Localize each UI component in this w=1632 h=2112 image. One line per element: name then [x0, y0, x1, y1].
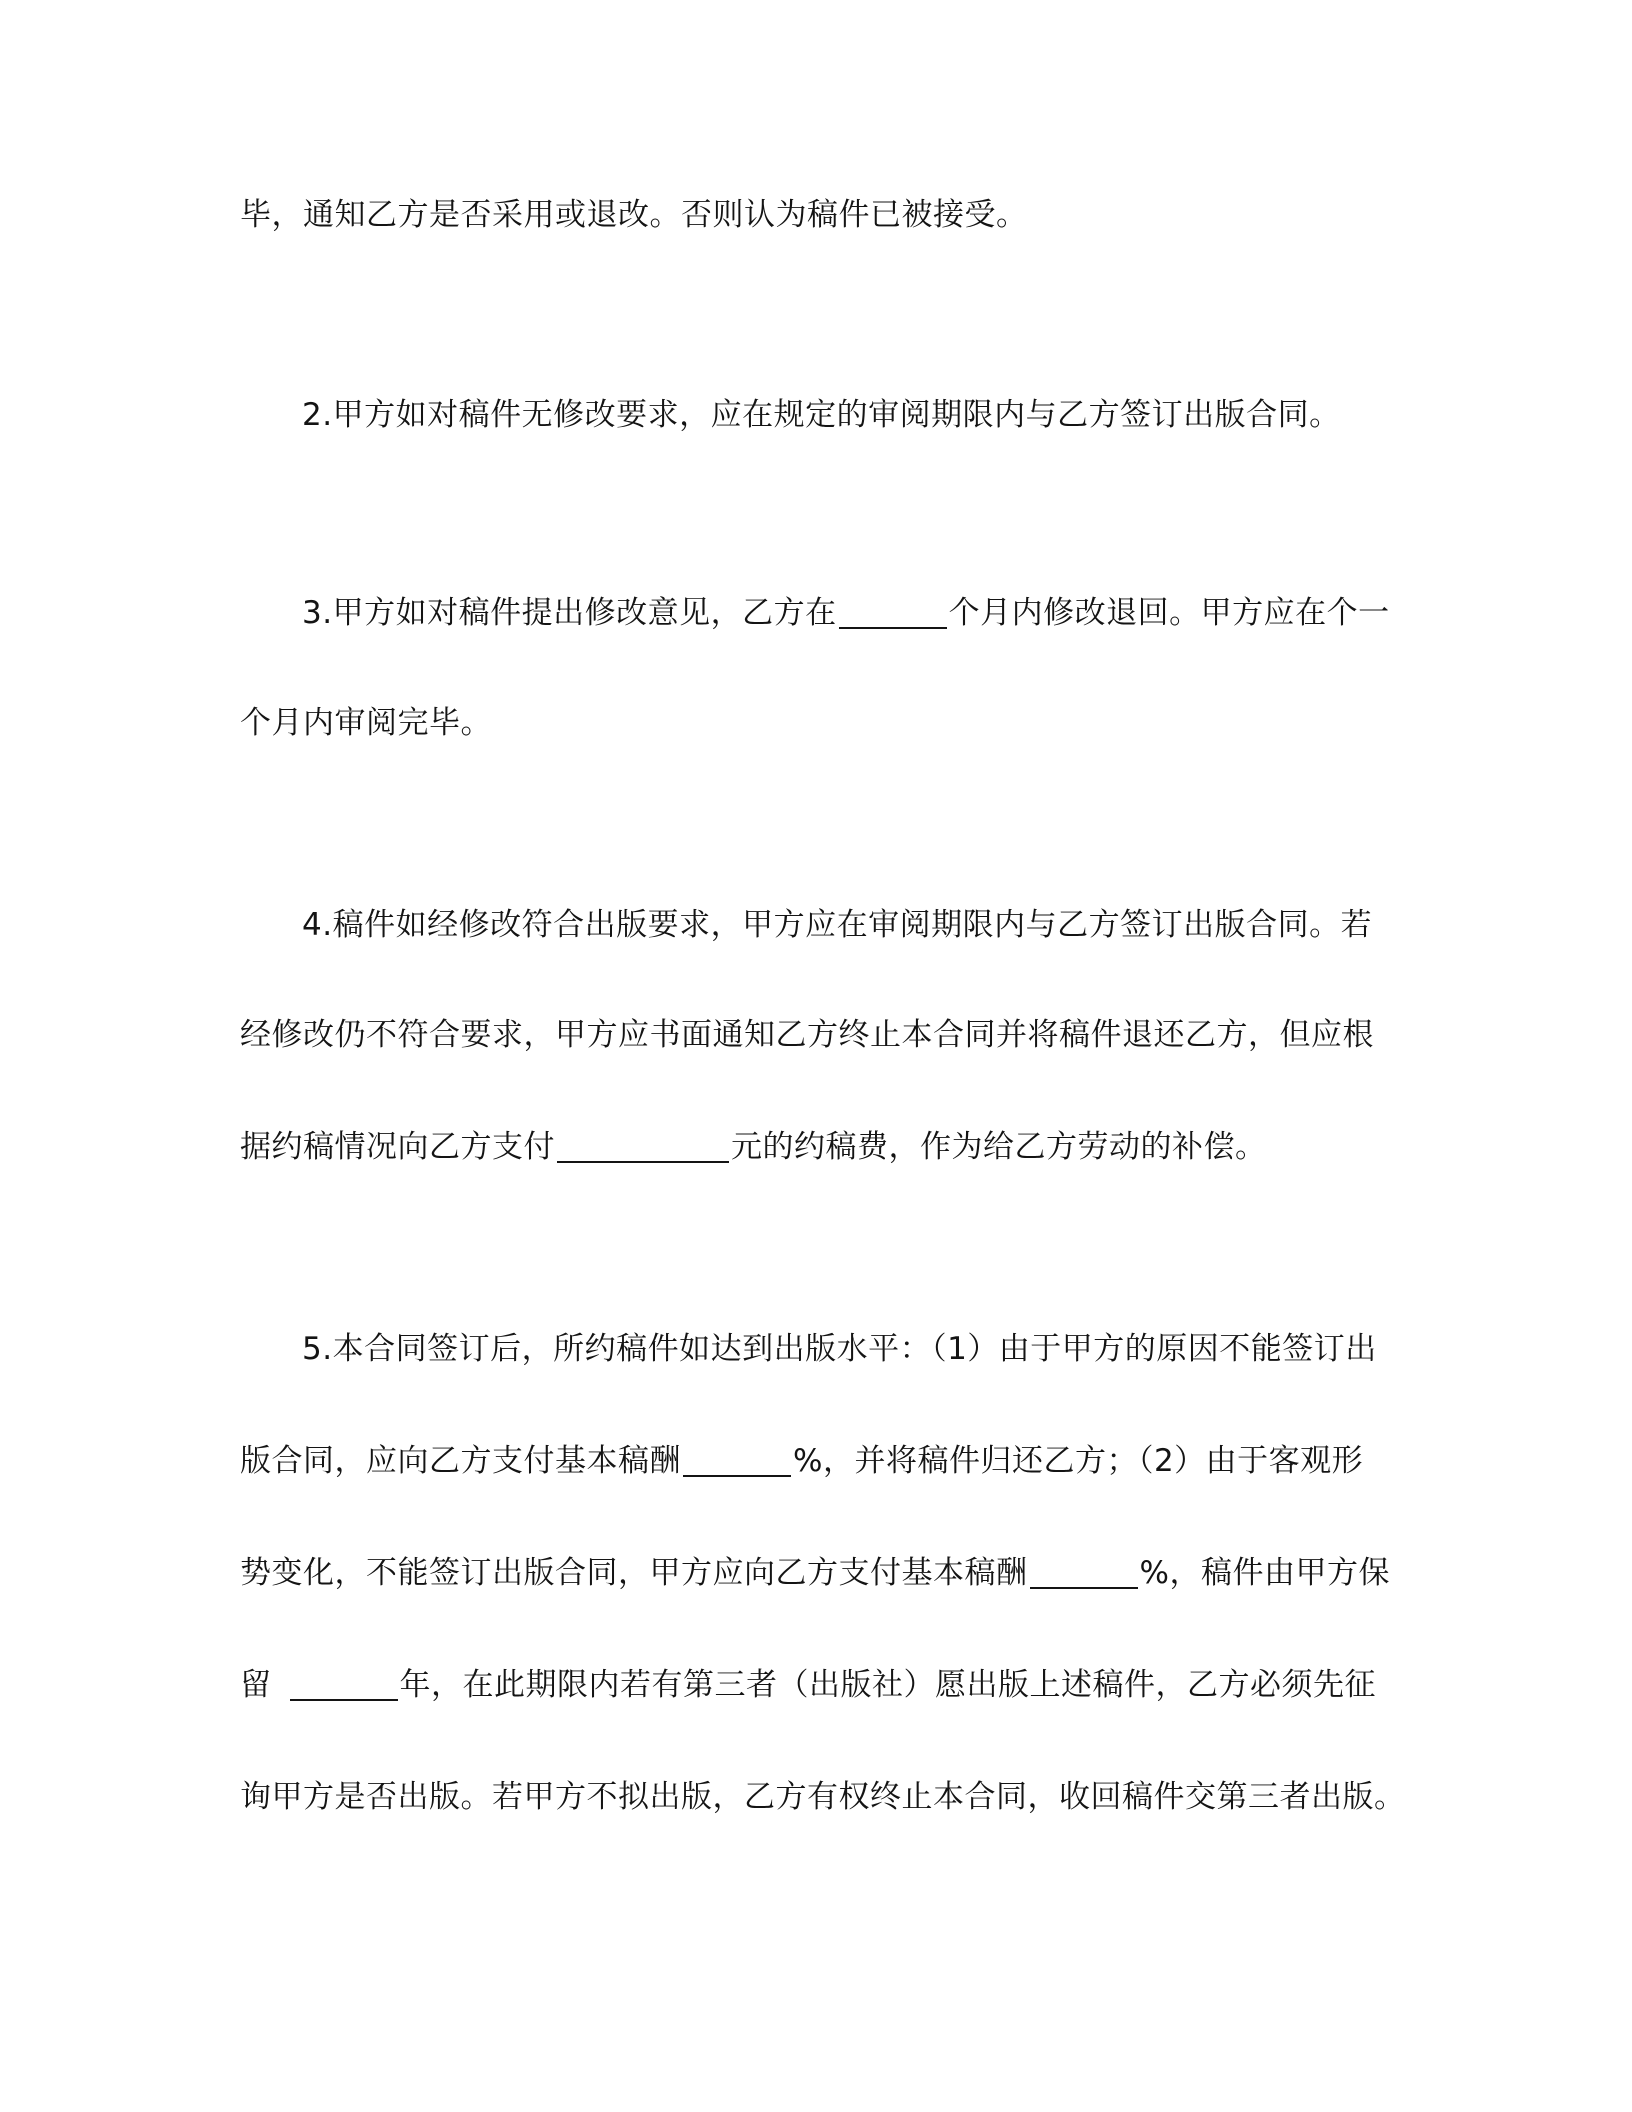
clause-text: 5.本合同签订后，所约稿件如达到出版水平：（1）由于甲方的原因不能签订出: [302, 1331, 1377, 1367]
clause-text: 询甲方是否出版。若甲方不拟出版，乙方有权终止本合同，收回稿件交第三者出版。: [240, 1779, 1406, 1815]
clause-4-continued: [240, 1124, 1390, 1170]
clause-5: [302, 1326, 1452, 1372]
clause-text: 留: [240, 1667, 272, 1703]
clause-text: 个月内修改退回。甲方应在个一: [948, 595, 1390, 631]
clause-text: %，并将稿件归还乙方；（2）由于客观形: [793, 1443, 1364, 1479]
clause-text: 版合同，应向乙方支付基本稿酬: [240, 1443, 681, 1479]
fill-blank-percent: [1030, 1555, 1138, 1589]
fill-blank-years: [290, 1667, 398, 1701]
clause-4-continued: [240, 1012, 1390, 1058]
clause-text: %，稿件由甲方保: [1139, 1555, 1390, 1591]
fill-blank-months: [839, 595, 947, 629]
line-text: 毕，通知乙方是否采用或退改。否则认为稿件已被接受。: [240, 197, 1028, 233]
clause-5-continued: [240, 1550, 1390, 1596]
fill-blank-amount: [557, 1129, 729, 1163]
clause-text: 势变化，不能签订出版合同，甲方应向乙方支付基本稿酬: [240, 1555, 1028, 1591]
clause-4: [302, 902, 1452, 948]
text-line: [240, 192, 1390, 238]
clause-text: 个月内审阅完毕。: [240, 705, 492, 741]
clause-text: 2.甲方如对稿件无修改要求，应在规定的审阅期限内与乙方签订出版合同。: [302, 397, 1341, 433]
clause-text: 4.稿件如经修改符合出版要求，甲方应在审阅期限内与乙方签订出版合同。若: [302, 907, 1373, 943]
fill-blank-percent: [683, 1443, 791, 1477]
clause-text: 年，在此期限内若有第三者（出版社）愿出版上述稿件，乙方必须先征: [399, 1667, 1376, 1703]
clause-5-continued: [240, 1662, 1390, 1708]
clause-5-continued: [240, 1438, 1390, 1484]
clause-text: 经修改仍不符合要求，甲方应书面通知乙方终止本合同并将稿件退还乙方，但应根: [240, 1017, 1374, 1053]
clause-3: [302, 590, 1452, 636]
clause-3-continued: [240, 700, 1390, 746]
clause-text: 3.甲方如对稿件提出修改意见，乙方在: [302, 595, 837, 631]
clause-text: 元的约稿费，作为给乙方劳动的补偿。: [731, 1129, 1267, 1165]
clause-5-continued: [240, 1774, 1406, 1820]
clause-text: 据约稿情况向乙方支付: [240, 1129, 555, 1165]
clause-2: [302, 392, 1452, 438]
